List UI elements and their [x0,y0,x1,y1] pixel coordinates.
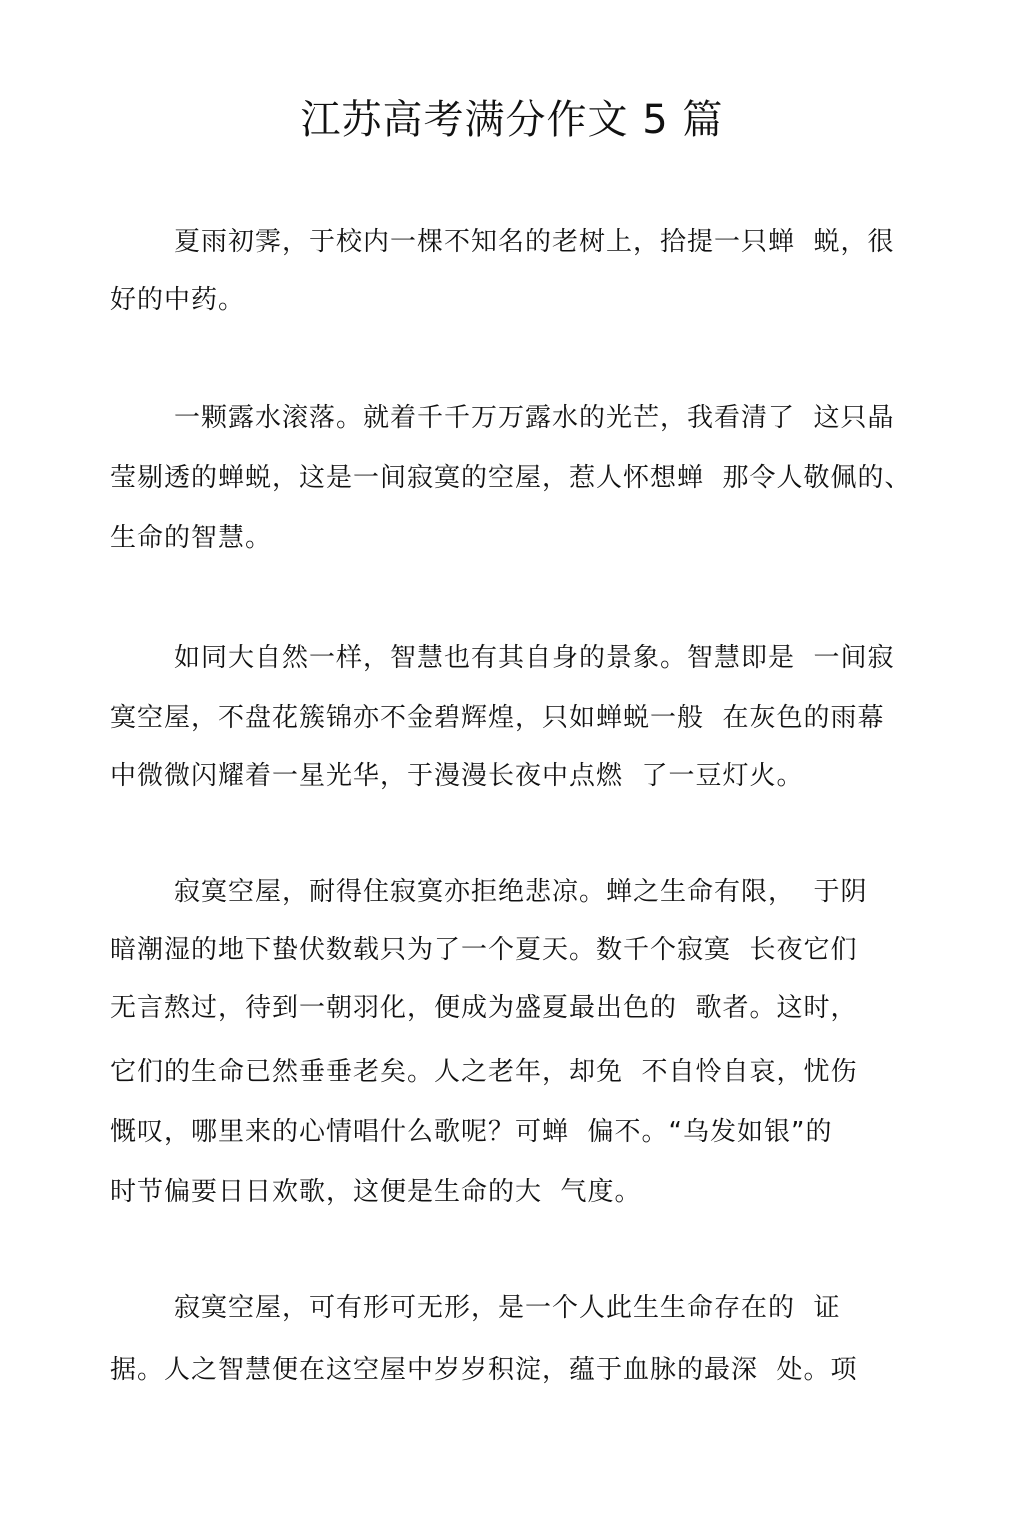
paragraph-4-line-3: 无言熬过，待到一朝羽化，便成为盛夏最出色的 歌者。这时， [110,993,858,1023]
paragraph-2-line-3: 生命的智慧。 [110,523,273,553]
paragraph-4-line-2: 暗潮湿的地下蛰伏数载只为了一个夏天。数千个寂寞 长夜它们 [110,935,858,965]
paragraph-4-line-5: 慨叹，哪里来的心情唱什么歌呢？可蝉 偏不。“乌发如银”的 [110,1117,833,1147]
document-title: 江苏高考满分作文 5 篇 [300,97,724,143]
paragraph-4-line-1: 寂寞空屋，耐得住寂寞亦拒绝悲凉。蝉之生命有限， 于阴 [174,877,868,907]
paragraph-1-line-1: 夏雨初霁，于校内一棵不知名的老树上，拾提一只蝉 蜕，很 [174,227,895,257]
paragraph-5-line-1: 寂寞空屋，可有形可无形，是一个人此生生命存在的 证 [174,1293,841,1323]
paragraph-1-line-2: 好的中药。 [110,285,246,315]
paragraph-4-line-4: 它们的生命已然垂垂老矣。人之老年，却免 不自怜自哀，忧伤 [110,1057,858,1087]
paragraph-4-line-6: 时节偏要日日欢歌，这便是生命的大 气度。 [110,1177,642,1207]
paragraph-3-line-3: 中微微闪耀着一星光华，于漫漫长夜中点燃 了一豆灯火。 [110,761,804,791]
paragraph-5-line-2: 据。人之智慧便在这空屋中岁岁积淀，蕴于血脉的最深 处。项 [110,1355,858,1385]
paragraph-3-line-1: 如同大自然一样，智慧也有其自身的景象。智慧即是 一间寂 [174,643,895,673]
paragraph-2-line-2: 莹剔透的蝉蜕，这是一间寂寞的空屋，惹人怀想蝉 那令人敬佩的、 [110,463,912,493]
paragraph-3-line-2: 寞空屋，不盘花簇锦亦不金碧辉煌，只如蝉蜕一般 在灰色的雨幕 [110,703,885,733]
paragraph-2-line-1: 一颗露水滚落。就着千千万万露水的光芒，我看清了 这只晶 [174,403,895,433]
